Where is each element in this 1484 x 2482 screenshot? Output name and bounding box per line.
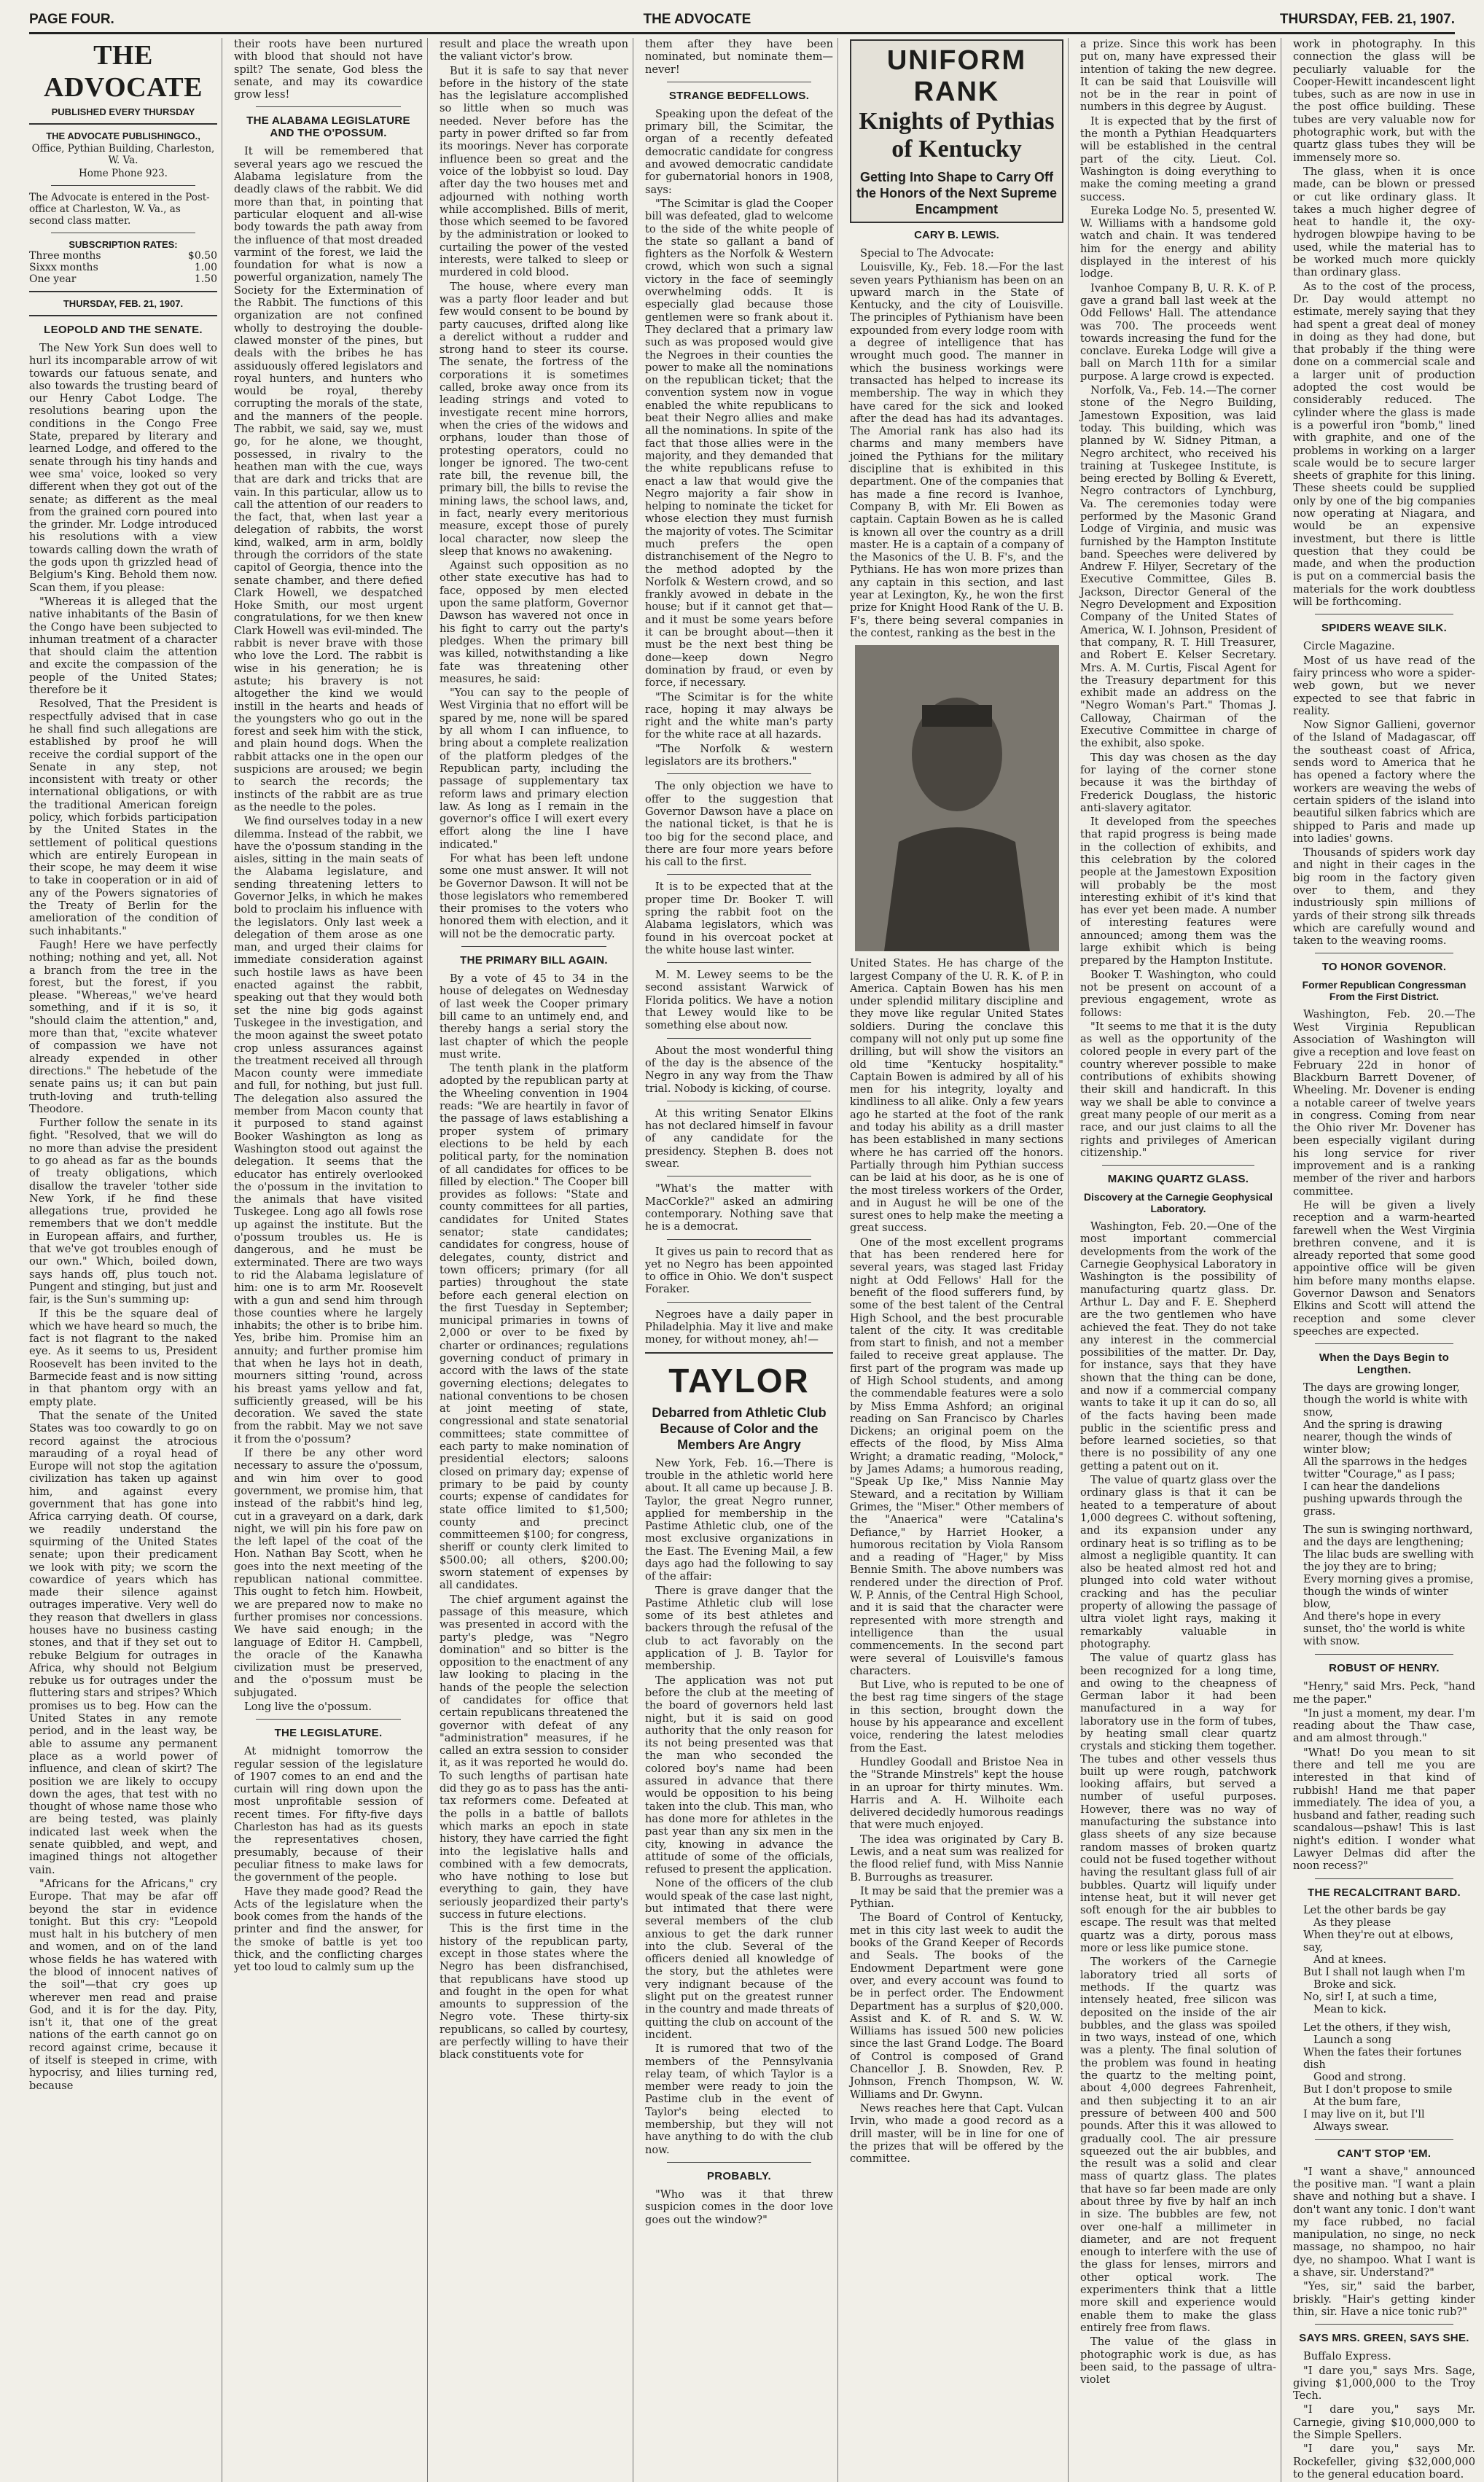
article-paragraph: He will be given a lively reception and a warm-hearted farewell when the West Virginia brethren convene, and it is already reported that some good appointive office will be given him before many months elapse. Governor Dawson and Senators Elkins and Scott will attend the reception and some clever speeches are expected. (1293, 1198, 1475, 1338)
article-paragraph: It may be said that the premier was a Pythian. (850, 1884, 1063, 1911)
article-paragraph: If there be any other word necessary to assure the o'possum, and win him over to good government, we promise him, that instead of the rabbit's hind leg, cut in a graveyard on a dark, dark night, we will pin his fore paw on the left lapel of the coat of the Hon. Nathan Bay Scott, when he goes into the next meeting of the republican national committee. This ought to fetch him. Howbeit, we are prepared now to make no further promises nor concessions. We have said enough; in the language of Editor H. Campbell, the oracle of the Kanawha civilization must be preserved, and the o'possum must be subjugated. (234, 1447, 423, 1699)
article-subheadline: Discovery at the Carnegie Geophysical Laboratory. (1083, 1191, 1273, 1215)
poem-line: Every morning gives a promise, though the winds of winter blow, (1303, 1574, 1474, 1611)
poem-line: Let the others, if they wish, (1303, 2021, 1451, 2034)
running-date: THURSDAY, FEB. 21, 1907. (1279, 12, 1455, 27)
poem-line: When they're out at elbows, say, (1303, 1929, 1454, 1954)
article-paragraph: Booker T. Washington, who could not be present on account of a previous engagement, wrote as follows: (1080, 968, 1276, 1019)
column-4 (645, 38, 838, 2482)
article-headline: THE RECALCITRANT BARD. (1308, 1886, 1461, 1899)
article-headline: CAN'T STOP 'EM. (1337, 2147, 1432, 2160)
poem-line: Always swear. (1313, 2120, 1389, 2133)
article-paragraph: work in photography. In this connection the glass will be peculiarly valuable for the Cooper-Hewitt incandescent light tubes, such as are now in use in the post office building. These tubes are very valuable now for photographic work, but with the quartz glass tubes they will be immensely more so. (1293, 38, 1475, 164)
article-paragraph: The New York Sun does well to hurl its incomparable arrow of wit towards our fatuous senate, and also towards the trusting beard of our Henry Cabot Lodge. The resolutions bearing upon the conditions in the Congo Free State, prepared by literary and learned Lodge, and offered to the senate through his tiny hands and wee sma' voice, looked so very different when they got out of the senate; as different as the meal from the grained corn poured into the grinder. Mr. Lodge introduced his resolutions with a view towards calling down the wrath of the gods upon th grizzled head of Belgium's King. Behold them now. Scan them, if you please: (29, 342, 217, 594)
uniform-rank-subheadline: Getting Into Shape to Carry Off the Honors of the Next Supreme Encampment (856, 170, 1058, 216)
article-paragraph: Washington, Feb. 20.—The West Virginia Republican Association of Washington will give a reception and love feast on February 22d in honor of Blackburn Barrett Dovener, of Wheeling. Mr. Dovener is ending a notable career of twelve years in congress. Coming from near the Ohio river Mr. Dovener has been especially vigilant during his long service for river improvement and is a ranking member of the river and harbors committee. (1293, 1008, 1475, 1198)
editorial-date: THURSDAY, FEB. 21, 1907. (63, 298, 184, 309)
article-headline: SPIDERS WEAVE SILK. (1321, 622, 1448, 635)
poem-line: Let the other bards be gay (1303, 1904, 1446, 1916)
article-paragraph: "Henry," said Mrs. Peck, "hand me the paper." (1293, 1680, 1475, 1706)
article-paragraph: "Africans for the Africans," cry Europe. That may be afar off beyond the star in evidence tonight. But this cry: "Leopold must halt in his butchery of men and women, and on of the land whose fields he has watered with the blood of innocent natives of the soil"—that cry goes up wherever men read and praise God, and it is for the day. Pity, isn't it, that one of the great nations of the earth cannot go on record against crime, because it of itself is steeped in crime, with hypocrisy, and lilies turning red, because (29, 1877, 217, 2092)
poem-line: All the sparrows in the hedges twitter "Courage," as I pass; (1303, 1456, 1467, 1481)
article-paragraph: The glass, when it is once made, can be blown or pressed or cut like ordinary glass. It takes a much higher degree of heat to handle it, the oxy-hydrogen blowpipe having to be used, while the material has to be worked much more quickly than ordinary glass. (1293, 165, 1475, 279)
article-paragraph: But it is safe to say that never before in the history of the state has the legislature accomplished so little when so much was needed. Never before has the party in power drifted so far from its moorings. Never has corporate influence been so great and the voice of the lobbyist so loud. Day after day the two houses met and adjourned with nothing worth while accomplished. Bills of merit, those which seemed to be favored by the administration or looked to curtailing the power of the vested interests, were talked to sleep or murdered in cold blood. (440, 64, 628, 279)
article-paragraph: It is expected that by the first of the month a Pythian Headquarters will be established in the central part of the city. Lieut. Col. Washington is doing everything to make the coming meeting a grand success. (1080, 114, 1276, 203)
column-5 (850, 38, 1069, 2482)
article-paragraph: a prize. Since this work has been put on, many have expressed their intention of taking the new degree. It can be said that Louisville will not be in the rear in point of numbers in this degree by August. (1080, 38, 1276, 114)
uniform-rank-headline: UNIFORM RANK (886, 45, 1027, 107)
rates-title: SUBSCRIPTION RATES: (69, 239, 178, 250)
article-paragraph: Louisville, Ky., Feb. 18.—For the last seven years Pythianism has been on an upward march in the State of Kentucky, and the city of Louisville. The principles of Pythianism have been expounded from every lodge room with a degree of intelligence that has wrought much good. The manner in which the business workings were transacted has helped to increase its membership. The way in which they have cared for the sick and looked after the dead has had its advantages. The Amorial rank has also had its charms and many members have joined the Pythians for the military discipline that is exhibited in this department. One of the companies that has made a fine record is Ivanhoe, Company B, with Mr. Eli Bowen as captain. Captain Bowen as he is called is known all over the country as a drill master. He is a captain of a company of the Masonics of the U. B. F's, and the Pythians. He has won more prizes than any captain in this section, and last year at Lexington, Ky., he won the first prize for Knight Hood Rank of the U. B. F's, there being several companies in the contest, ranking as the best in the (850, 261, 1063, 639)
column-3 (440, 38, 633, 2482)
postal-notice: The Advocate is entered in the Post-office at Charleston, W. Va., as second class matter. (29, 192, 210, 227)
article-paragraph: If this be the square deal of which we have heard so much, the fact is not flagrant to the naked eye. As it seems to us, President Roosevelt has been invited to the Barmecide feast and is now sitting in that phantom orgy with an empty plate. (29, 1307, 217, 1408)
poem-line: And at knees. (1313, 1954, 1387, 1966)
poem-line: Launch a song (1313, 2034, 1392, 2046)
article-paragraph: Hundley Goodall and Bristoe Nea in the "Strande Minstrels" kept the house in an uproar for thirty minutes. Wm. Harris and A. H. Wilhoite each delivered decidedly humorous readings that were much enjoyed. (850, 1755, 1063, 1832)
article-paragraph: At this writing Senator Elkins has not declared himself in favour of any candidate for the presidency. Stephen B. does not swear. (645, 1107, 833, 1171)
article-paragraph: Eureka Lodge No. 5, presented W. W. Williams with a handsome gold watch and chain. It was tendered him for the energy and ability displayed in the interest of his lodge. (1080, 204, 1276, 281)
article-paragraph: Norfolk, Va., Feb. 14.—The corner stone of the Negro Building, Jamestown Exposition, was laid today. This building, which was planned by W. Sidney Pitman, a Negro architect, who received his training at Tuskegee Institute, is being erected by Bolling & Everett, Negro contractors of Lynchburg, Va. The ceremonies today were performed by the Masonic Grand Lodge of Virginia, and music was furnished by the Hampton Institute band. Speeches were delivered by Andrew F. Hilyer, Secretary of the Executive Committee, Giles B. Jackson, Director General of the Negro Development and Exposition Company of the United States of America, W. I. Johnson, President of that company, R. T. Hill Treasurer, and Robert E. Kelser Secretary. Mrs. A. M. Curtis, Fiscal Agent for the Treasury department for this exhibit made an address on the "Negro Woman's Part." Thomas J. Calloway, Chairman of the Executive Committee in charge of the exhibit, also spoke. (1080, 384, 1276, 750)
poem (1293, 1905, 1475, 2134)
poem-line: I can hear the dandelions pushing upwards through the grass. (1303, 1481, 1463, 1518)
poem-line: The lilac buds are swelling with the joy they are to bring; (1303, 1549, 1474, 1574)
article-paragraph: Ivanhoe Company B, U. R. K. of P. gave a grand ball last week at the Odd Fellows' Hall. The attendance was 700. The proceeds went towards increasing the fund for the conclave. Eureka Lodge will give a ball on March 11th for a similar purpose. A large crowd is expected. (1080, 281, 1276, 383)
article-paragraph: Speaking upon the defeat of the primary bill, the Scimitar, the organ of a recently defeated democratic candidate for congress and avowed democratic candidate for gubernatorial honors in 1908, says: (645, 107, 833, 196)
article-paragraph: result and place the wreath upon the valiant victor's brow. (440, 38, 628, 63)
article-paragraph: The tenth plank in the platform adopted by the republican party at the Wheeling convention in 1904 reads: "We are heartily in favor of the passage of laws establishing a proper system of primary elections to be held by each political party, for the nomination of all candidates for offices to be filled by election." The Cooper bill provides as follows: "State and county committees for all parties, candidates for United States senator; state candidates; candidates for congress, house of delegates, county, district and town officers; primary (for all parties) throughout the state before each general election on the first Tuesday in September; municipal primaries in towns of 2,000 or over to be fixed by charter or ordinances; regulations governing conduct of primary in accord with the laws of the state governing elections; delegates to national conventions to be chosen at joint meeting of state, congressional and state senatorial committees; state committee of each party to make nomination of presidential electors; saloons closed on primary day; expense of primary to be paid by county courts; expense of candidates for state office limited to $1,500; county and precinct committeemen $100; for congress, sheriff or county clerk limited to $500.00; all others, $200.00; sworn statement of expenses by all candidates. (440, 1062, 628, 1592)
article-paragraph: The value of quartz glass has been recognized for a long time, and owing to the cheapness of German labor it had been manufactured in a way for laboratory use in the form of tubes, by heating small clear quartz crystals and sticking them together. The tubes and other vessels thus built up were rough, patchwork looking affairs, but served a number of useful purposes. However, there was no way of manufacturing the substance into glass sheets of any size because random masses of broken quartz could not be fused together without having the resultant glass full of air bubbles. Quartz will liquify under intense heat, but it will never get soft enough for the air bubbles to escape. The result was that melted quartz was a dirty, porous mass more or less like pumice stone. (1080, 1652, 1276, 1955)
article-paragraph: It is to be expected that at the proper time Dr. Booker T. will spring the rabbit foot on the Alabama legislators, which was found in his overcoat pocket at the white house last winter. (645, 881, 833, 956)
article-paragraph: Have they made good? Read the Acts of the legislature when the book comes from the hands of the printer and find the answer, for the smoke of battle is yet too thick, and the conflicting charges yet too loud to calmly sum up the (234, 1885, 423, 1974)
article-paragraph: For what has been left undone some one must answer. It will not be Governor Dawson. It will not be those legislators who remembered their promises to the voters who honored them with election, and it will not be the democratic party. (440, 852, 628, 940)
article-paragraph: Further follow the senate in its fight. "Resolved, that we will do no more than advise the president to go ahead as far as the bounds of treaty obligations, which disallow the traveler 'tother side New York, if he find these allegations true, provided he remembers that we don't meddle in European affairs, and further, that we've got troubles enough of our own." Which, boiled down, says hands off, plus touch not. Pungent and stinging, but just and fair, is the Sun's summing up: (29, 1117, 217, 1306)
article-subheadline: Former Republican Congressman From the First District. (1302, 979, 1467, 1003)
article-paragraph: It will be remembered that several years ago we rescued the Alabama legislature from the deadly claws of the rabbit. We did more than that, in pointing that particular eloquent and all-wise body towards the path away from the influence of that most dreaded varmint of the forest, we laid the foundation for what is now a powerful organization, namely The Society for the Extermination of the Rabbit. The functions of this organization are not confined wholly to destroying the double-clawed monster of the pines, but deals with the bribes he has assiduously offered legislators and royal hunters, and hunters who would be royal, thereby corrupting the morals of the state, and the manners of the people. The rabbit, we said, say we, must go, for he alone, we thought, possessed, in rivalry to the heathen man with the cue, ways that are dark and tricks that are vain. In this particular, allow us to call the attention of our readers to the fact, that, when last year a delegation of rabbits, the worst kind, walked, arm in arm, boldly through the corridors of the state capitol of Georgia, thence into the senate chamber, and there defied Clark Howell, we despatched Hoke Smith, our most urgent congratulations, for we then knew Clark Howell was evil-minded. The rabbit is never brave with those who love the Lord. The rabbit is wise in his generation; he is astute; his bravery is not altogether the kind we would instill in the hearts and heads of the youngsters who go out in the forest and seek him with the stick, and plain hound dogs. When the rabbit attacks one in the open our suspicions are aroused; we begin to search the records; the instincts of the rabbit are as true as the needle to the poles. (234, 145, 423, 813)
article-paragraph: M. M. Lewey seems to be the second assistant Warwick of Florida politics. We have a notion that Lewey would like to be something else about now. (645, 969, 833, 1032)
article-paragraph: "I dare you," says Mr. Rockefeller, giving $32,000,000 to the general education board. (1293, 2443, 1475, 2481)
article-paragraph: "Yes, sir," said the barber, briskly. "Hair's getting kinder thin, sir. Have a nice tonic rub?" (1293, 2280, 1475, 2318)
article-paragraph: The house, where every man was a party floor leader and but few would consent to be bound by party caucuses, drifted along like a derelict without a rudder and strong hand to steer its course. The senate, the fortress of the corporations it is sometimes called, broke away once from its leading strings and voted to investigate recent mine horrors, when the cries of the widows and orphans, louder than those of protesting operators, could no longer be ignored. The two-cent rate bill, the revenue bill, the primary bill, the bills to revise the mining laws, the school laws, and, in fact, nearly every meritorious measure, except those of purely local character, now sleep the sleep that knows no awakening. (440, 280, 628, 558)
poem-line: But I don't propose to smile (1303, 2083, 1453, 2096)
article-headline: MAKING QUARTZ GLASS. (1107, 1173, 1249, 1186)
poem-line: I may live on it, but I'll (1303, 2108, 1425, 2120)
article-headline: LEOPOLD AND THE SENATE. (44, 324, 203, 336)
article-paragraph: There is grave danger that the Pastime Athletic club will lose some of its best athletes and backers through the refusal of the club to act favorably on the application of J. B. Taylor for membership. (645, 1584, 833, 1673)
article-paragraph: Washington, Feb. 20.—One of the most important commercial developments from the work of the Carnegie Geophysical Laboratory in Washington is the possibility of manufacturing quartz glass. Dr. Arthur L. Day and F. E. Shepherd are the two gentlemen who have achieved the feat. They do not take any interest in the commercial possibilities of the matter. Dr. Day, for instance, says that they have shown that the thing can be done, and now if a commercial company wants to take it up it can do so, all of the facts having been made public in the scientific press and before learned societies, so that there is no possibility of any one getting a patent out on it. (1080, 1220, 1276, 1472)
article-paragraph: None of the officers of the club would speak of the case last night, but intimated that there were several members of the club anxious to get the dark runner into the club. Several of the officers denied all knowledge of the story, but the athletes were very indignant because of the slight put on the greatest runner in the country and made threats of quitting the club on account of the incident. (645, 1877, 833, 2041)
article-paragraph: The value of the glass in photographic work is due, as has been said, to the passage of ultra-violet (1080, 2335, 1276, 2387)
office-phone: Home Phone 923. (79, 168, 168, 179)
column-1 (29, 38, 222, 2482)
poem-line: Good and strong. (1313, 2071, 1406, 2083)
article-paragraph: It gives us pain to record that as yet no Negro has been appointed to office in Ohio. We don't suspect Foraker. (645, 1245, 833, 1296)
portrait-photo (855, 645, 1059, 951)
article-paragraph: their roots have been nurtured with blood that should not have spilt? The senate, God bless the senate, and may its cowardice grow less! (234, 38, 423, 101)
article-paragraph: Thousands of spiders work day and night in their cages in the big room in the factory given over to them, and they industriously spin millions of yards of their strong silk threads which are carefully wound and taken to the weaving rooms. (1293, 846, 1475, 948)
article-paragraph: "The Scimitar is for the white race, hoping it may always be right and the white man's party for the white race at all hazards. (645, 690, 833, 741)
article-paragraph: We find ourselves today in a new dilemma. Instead of the rabbit, we have the o'possum standing in the aisles, sitting in the main seats of the Alabama legislature, and sending threatening letters to Governor Jelks, in which he makes bold to proclaim his influence with the legislators. Only last week a delegation of them arose as one man, and urged their claims for immediate consideration against such hostile laws as have been enacted against the rabbit, speaking out that they would both set the nine big gods against Tuskegee in the investigation, and the moon against the sweet potato crop unless assurances against the treatment received all through Macon county were immediate and full, for nothing, but just full. The delegation also assured the member from Macon county that it purposed to stand against Booker Washington as long as Washington stood out against the delegation. It seems that the educator has entirely overlooked the o'possum in the invitation to the animals that have visited Tuskegee. Long ago all fowls rose up against the institute. But the o'possum troubles us. He is dangerous, and he must be exterminated. There are two ways to rid the Alabama legislature of him: one is to arm Mr. Roosevelt with a gun and send him through those counties where he largely inhabits; the other is to bribe him. Yes, bribe him. Promise him an annuity; and further promise him that when he lays hot in death, mourners sitting 'round, across his breast yams yellow and fat, sufficiently greased, will be his decoration. We saved the state from the rabbit. May we not save it from the o'possum? (234, 815, 423, 1445)
article-paragraph: Resolved, That the President is respectfully advised that in case he shall find such allegations are established by proof he will receive the cordial support of the Senate in any step, not inconsistent with treaty or other international obligations, or with the traditional American foreign policy, which forbids participation by the United States in the settlement of political questions which are entirely European in their scope, he may deem it wise to take in cooperation or in aid of any of the Powers signatories of the Treaty of Berlin for the amelioration of the condition of such inhabitants." (29, 698, 217, 937)
article-headline: THE LEGISLATURE. (274, 1727, 383, 1740)
article-paragraph: "The Scimitar is glad the Cooper bill was defeated, glad to welcome to the side of the white people of the state so gallant a band of fighters as the Norfolk & Western crowd, which won such a signal victory in the face of seemingly overwhelming odds. It is especially glad because those gentlemen were so frank about it. They declared that a primary law such as was proposed would give the Negroes in their counties the power to make all the nominations on the republican ticket; that the convention system now in vogue enabled the white republicans to beat their Negro allies and make all the nominations. In spite of the fact that those allies were in the majority, and they demanded that the white republicans refuse to enact a law that would give the Negro majority a fair show in helping to nominate the ticket for whose election they must furnish the majority of votes. The Scimitar much prefers the open distranchisement of the Negro to the method adopted by the Norfolk & Western crowd, and so frankly avowed in debate in the house; but if it cannot get that—and it must be some years before it can be brought about—then it must be the next best thing be done—keep down Negro domination by fraud, or even by force, if necessary. (645, 197, 833, 690)
rate-row: Three months $0.50 (29, 250, 217, 262)
article-paragraph: "It seems to me that it is the duty as well as the opportunity of the colored people in every part of the country wherever possible to make contributions of exhibits showing their skill and handicraft. In this way we shall be able to convince a great many people of our merit as a race, and our just claims to all the rights and privileges of American citizenship." (1080, 1020, 1276, 1159)
article-paragraph: It developed from the speeches that rapid progress is being made in the collection of exhibits, and this celebration by the colored people at the Jamestown Exposition will probably be the most interesting exhibit of it's kind that has ever yet been made. A number of interesting features were announced; among them was the large exhibit which is being prepared by the Hampton Institute. (1080, 816, 1276, 967)
article-headline: When the Days Begin to Lengthen. (1319, 1351, 1450, 1377)
article-paragraph: News reaches here that Capt. Vulcan Irvin, who made a good record as a drill master, will be in line for one of the prizes that will be offered by the committee. (850, 2101, 1063, 2166)
article-paragraph: them after they have been nominated, but nominate them—never! (645, 38, 833, 76)
article-paragraph: That the senate of the United States was too cowardly to go on record against the atrocious marauding of a royal head of Europe will not stop the agitation civilization has taken up against him, and against every government that has gone into Africa carrying death. Of course, we readily understand the squirming of the United States senate; upon their predicament we look with pity; we scorn the cowardice of years which has made their silence against outrages imperative. Very well do they reason that dwellers in glass houses have no business casting stones, and that if they set out to rebuke Belgium for outrages in Africa, why should not Belgium rebuke us for outrages under the fluttering stars and stripes? Which promises us to beg. How can the United States in any remote period, and in the least way, be able to assume any permanent place as a world power of influence, and clean of skirt? The position we are likely to occupy down the ages, that test with no thought of whose name those who are being tested, was plainly indicated last week when the senate quibbled, and wept, and imagined things not altogether vain. (29, 1409, 217, 1876)
article-paragraph: Now Signor Gallieni, governor of the Island of Madagascar, off the southeast coast of Africa, sends word to America that he has opened a factory where the workers are weaving the webs of certain spiders of the island into beautiful silken fabrics which are shipped to Paris and made up into ladies' gowns. (1293, 719, 1475, 845)
knights-headline: Knights of Pythias of Kentucky (859, 108, 1055, 163)
article-paragraph: Most of us have read of the fairy princess who wore a spider-web gown, but we never expected to see that fabric in reality. (1293, 654, 1475, 717)
article-paragraph: Faugh! Here we have perfectly nothing; nothing and yet, all. Not a branch from the tree in the forest, but the forest, if you please. "Whereas," we've heard something, and if it is so, it "should claim the attention," and, more than that, "excite whatever of compassion we have not already expended in other directions." The hebetude of the senate pains us; it can but pain truth-loving and truth-telling Theodore. (29, 938, 217, 1115)
article-paragraph: "In just a moment, my dear. I'm reading about the Thaw case, and am almost through." (1293, 1706, 1475, 1745)
article-paragraph: Long live the o'possum. (244, 1701, 372, 1713)
poem-line: At the bum fare, (1313, 2096, 1402, 2108)
poem-line: Broke and sick. (1313, 1978, 1397, 1991)
article-headline: PROBABLY. (707, 2169, 771, 2182)
publisher-name: THE ADVOCATE PUBLISHINGCO., (46, 130, 200, 141)
article-paragraph: But Live, who is reputed to be one of the best rag time singers of the stage in this section, brought down the house by his appearance and excellent voice, rendering the latest melodies from the East. (850, 1679, 1063, 1755)
poem-line: Mean to kick. (1313, 2003, 1387, 2015)
rates-table (29, 250, 217, 285)
page-number: PAGE FOUR. (29, 12, 114, 27)
article-paragraph: "I dare you," says Mr. Carnegie, giving $10,000,000 to the Simple Spellers. (1293, 2403, 1475, 2441)
article-headline: THE PRIMARY BILL AGAIN. (460, 954, 608, 967)
article-byline: CARY B. LEWIS. (914, 229, 999, 241)
article-paragraph: Against such opposition as no other state executive has had to face, opposed by men elected upon the same platform, Governor Dawson has wavered not once in his fight to carry out the party's pledges. When the primary bill was killed, notwithstanding a like fate was threatening other measures, he said: (440, 559, 628, 685)
taylor-headline-block (645, 1361, 833, 1453)
article-paragraph: One of the most excellent programs that has been rendered here for several years, was staged last Friday night at Odd Fellows' Hall for the benefit of the flood sufferers fund, by some of the best talent of the Central High School, and the best procurable talent of the city. It was creditable from start to finish, and not a member failed to receive great applause. The first part of the program was made up of High School students, and among the commendable features were a solo by Miss Emma Ashford; an original reading on San Francisco by Charles Dickens; an original poem on the effects of the flood, by Miss Alma Wright; a dramatic reading, "Molock," by James Adams; a humorous reading, "Speak Up Ike," Miss Nannie May Steward, and a recitation by William Grimes, the "Miser." Other members of the "Anaerica" were "Catalina's Defiance," by Harriet Hooker, a humorous recitation by Viola Ransom and a reading of "Hager," by Miss Bennie Smith. The above numbers was rendered under the direction of Prof. W. P. Annis, of the Central High School, and it is said that the character were represented with more strength and intelligence than the usual commencements. In the second part were several of Louisville's famous characters. (850, 1236, 1063, 1677)
article-paragraph: By a vote of 45 to 34 in the house of delegates on Wednesday of last week the Cooper primary bill came to an untimely end, and thereby hangs a serial story the last chapter of which the people must write. (440, 972, 628, 1061)
column-7 (1293, 38, 1480, 2482)
running-title: THE ADVOCATE (643, 12, 751, 27)
column-6 (1080, 38, 1281, 2482)
article-headline: SAYS MRS. GREEN, SAYS SHE. (1299, 2332, 1469, 2345)
uniform-rank-headline-block (850, 39, 1063, 223)
article-paragraph: The workers of the Carnegie laboratory tried all sorts of methods. If the quartz was intensely heated, free silicon was deposited on the inside of the air bubbles, and the glass was spoiled in two ways, instead of one, which was a plenty. The final solution of the problem was found in heating the quartz to the melting point, about 4,000 degrees Fahrenheit, and then subjecting it to an air pressure of between 400 and 500 pounds. After this it was allowed to gradually cool. The air pressure squeezed out the air bubbles, and the result was a solid and clear mass of quartz glass. The plates that have so far been made are only about three by five by half an inch in size. The bubbles are few, not over one-half a millimeter in diameter, and are not frequent enough to interfere with the use of the glass for lenses, mirrors and other optical work. The experimenters think that a little more skill and experience would enable them to make the glass entirely free from flaws. (1080, 1956, 1276, 2334)
article-paragraph: The idea was originated by Cary B. Lewis, and a neat sum was realized for the flood relief fund, with Miss Nannie B. Burroughs as treasurer. (850, 1833, 1063, 1884)
article-paragraph: "Whereas it is alleged that the native inhabitants of the Basin of the Congo have been subjected to inhuman treatment of a character that should claim the attention and excite the compassion of the people of the United States; therefore be it (29, 595, 217, 697)
article-paragraph: "Who was it that threw suspicion comes in the door love goes out the window?" (645, 2188, 833, 2226)
poem-line: And there's hope in every sunset, tho' the world is white with snow. (1303, 1611, 1466, 1648)
article-paragraph: Special to The Advocate: (860, 247, 994, 259)
article-paragraph: "What's the matter with MacCorkle?" asked an admiring contemporary. Nothing save that he is a democrat. (645, 1182, 833, 1233)
article-paragraph: United States. He has charge of the largest Company of the U. R. K. of P. in America. Captain Bowen has his men under splendid military discipline and they move like regular United States soldiers. During the conclave this company will not only put up some fine drilling, but will show the visitors an old time "Kentucky hospitality." Captain Bowen is admired by all of his men for his integrity, loyalty and kindliness to all alike. Only a few years ago he started at the foot of the rank and today his ability as a drill master has been established in many sections where he has carried off the honors. Partially through him Pythian success can be laid at his door, as he is one of the most tireless workers of the Order, and in August he will be one of the surest ones to help make the meeting a great success. (850, 957, 1063, 1235)
poem-line: And the spring is drawing nearer, though the winds of winter blow; (1303, 1419, 1452, 1456)
article-paragraph: The application was not put before the club at the meeting of the board of governors held last night, but it is said on good authority that the only reason for its not being presented was that the man who seconded the colored boy's name had been assured in advance that there would be opposition to his being taken into the club. This man, who has done more for athletes in the past year than any six men in the city, knowing in advance the attitude of some of the officials, refused to present the application. (645, 1674, 833, 1876)
article-paragraph: "I dare you," says Mrs. Sage, giving $1,000,000 to the Troy Tech. (1293, 2364, 1475, 2403)
article-headline: TO HONOR GOVENOR. (1321, 961, 1447, 974)
article-paragraph: It is rumored that two of the members of the Pennsylvania relay team, of which Taylor is a member were ready to join the Pastime club in the event of Taylor's being elected to membership, but they will not have anything to do with the club now. (645, 2042, 833, 2156)
article-paragraph: This is the first time in the history of the republican party, except in those states where the Negro has been disfranchised, that republicans have stood up and fought in the open for what amounts to suppression of the Negro vote. These thirty-six republicans, so called by courtesy, are perfectly willing to have their black constituents vote for (440, 1922, 628, 2061)
article-paragraph: "You can say to the people of West Virginia that no effort will be spared by me, none will be spared by all whom I can influence, to bring about a complete realization of the platform pledges of the Republican party, including the passage of supplementary tax reform laws and primary election law. As long as I remain in the governor's office I will exert every effort along the line I have indicated." (440, 687, 628, 851)
article-headline: STRANGE BEDFELLOWS. (668, 89, 810, 102)
rate-row: Sixxx months 1.00 (29, 262, 217, 273)
article-paragraph: About the most wonderful thing of the day is the absence of the Negro in any way from the Thaw trial. Nobody is kicking, of course. (645, 1044, 833, 1095)
article-paragraph: Buffalo Express. (1303, 2350, 1391, 2363)
article-paragraph: "The Norfolk & western legislators are its brothers." (645, 742, 833, 768)
office-address: Office, Pythian Building, Charleston, W. Va. (31, 143, 215, 166)
masthead-tagline: PUBLISHED EVERY THURSDAY (51, 106, 195, 117)
article-headline: THE ALABAMA LEGISLATURE AND THE O'POSSUM. (246, 114, 410, 140)
article-paragraph: "What! Do you mean to sit there and tell me you are interested in that kind of rubbish! Hand me that paper immediately. The idea of you, a husband and father, reading such scandalous—pshaw! This is last night's edition. I wonder what Lawyer Delmas did after the noon recess?" (1293, 1746, 1475, 1873)
article-paragraph: As to the cost of the process, Dr. Day would attempt no estimate, merely saying that they had spent a great deal of money in doing as they had done, but that probably if the thing were done on a commercial scale and a larger unit of production adopted the cost would be considerably reduced. The cylinder where the glass is made is a powerful iron "bomb," lined with graphite, and one of the problems in working on a larger scale would be to secure larger sheets of graphite for this lining. These sheets could be supplied only by one of the big companies now operating at Niagara, and would be an expensive investment, but there is little question that they could be made, and when the production is put on a commercial basis the materials for the work doubtless will be forthcoming. (1293, 280, 1475, 609)
article-paragraph: The chief argument against the passage of this measure, which was presented in accord with the party's pledge, was "Negro domination" and so bitter is the opposition to the enactment of any law looking to placing in the hands of the people the selection of candidates for office that certain republicans threatened the governor with defeat of any "administration" measures, if he called an extra session to consider it, as it was reported he would do. To such lengths of partisan hate did they go as to pass has the anti-tax reformers come. Defeated at the polls in a battle of ballots which marks an epoch in state history, they have carried the fight into the legislative halls and combined with a few democrats, who have nothing to lose but everything to gain, they have seriously jeopardized their party's success in future elections. (440, 1593, 628, 1921)
column-2 (234, 38, 428, 2482)
rate-row: One year 1.50 (29, 273, 217, 285)
article-paragraph: New York, Feb. 16.—There is trouble in the athletic world here about. It all came up because J. B. Taylor, the great Negro runner, applied for membership in the Pastime Athletic club, one of the most exclusive organizations in the East. The Evening Mail, a few days ago had the following to say of the affair: (645, 1456, 833, 1583)
masthead-title: THE ADVOCATE (44, 40, 203, 103)
poem-line: But I shall not laugh when I'm (1303, 1966, 1466, 1978)
article-paragraph: The value of quartz glass over the ordinary glass is that it can be heated to a temperature of about 1,000 degrees C. without softening, and its expansion under any ordinary heat is so trifling as to be almost a negligible quantity. It can also be heated almost red hot and plunged into cold water without cracking and has the peculiar property of allowing the passage of ultra violet light rays, making it remarkably valuable in photography. (1080, 1474, 1276, 1650)
taylor-subheadline: Debarred from Athletic Club Because of Color and the Members Are Angry (652, 1405, 827, 1452)
article-paragraph: At midnight tomorrow the regular session of the legislature of 1907 comes to an end and the curtain will ring down upon the most unprofitable session of recent times. For fifty-five days Charleston has had as its guests the representatives chosen, presumably, because of their peculiar fitness to make laws for the government of the people. (234, 1745, 423, 1884)
taylor-headline: TAYLOR (668, 1361, 810, 1400)
poem-line: The sun is swinging northward, and the days are lengthening; (1303, 1524, 1473, 1549)
poem-line: As they please (1313, 1916, 1391, 1929)
article-paragraph: Circle Magazine. (1303, 640, 1395, 653)
running-head (29, 7, 1455, 34)
article-paragraph: Negroes have a daily paper in Philadelphia. May it live and make money, for without money, ah!— (645, 1308, 833, 1346)
columns (29, 38, 1475, 2481)
poem-line: The days are growing longer, though the world is white with snow, (1303, 1382, 1468, 1419)
poem-line: No, sir! I, at such a time, (1303, 1991, 1437, 2003)
article-paragraph: The only objection we have to offer to the suggestion that Governor Dawson have a place on the national ticket, is that he is too big for the second place, and there are four more years before his call to the first. (645, 780, 833, 869)
article-headline: ROBUST OF HENRY. (1329, 1662, 1440, 1675)
poem-line: When the fates their fortunes dish (1303, 2046, 1462, 2071)
article-paragraph: This day was chosen as the day for laying of the corner stone because it was the birthday of Frederick Douglass, the historic anti-slavery agitator. (1080, 751, 1276, 814)
article-paragraph: "I want a shave," announced the positive man. "I want a plain shave and nothing but a shave. I don't want any tonic. I don't want my face rubbed, no facial manipulation, no singe, no neck massage, no shampoo, no hair dye, no shampoo. What I want is a shave, sir. Understand?" (1293, 2165, 1475, 2279)
article-paragraph: The Board of Control of Kentucky, met in this city last week to audit the books of the Grand Keeper of Records and Seals. The books of the Endowment Department were gone over, and every account was found to be in perfect order. The Endowment Department has a surplus of $20,000. Assist and K. of R. and S. W. W. Williams has issued 500 new policies since the last Grand Lodge. The Board of Control is composed of Grand Chancellor J. B. Snowden, Rev. P. Johnson, French Thompson, W. W. Williams and Dr. Gwynn. (850, 1911, 1063, 2101)
poem (1293, 1382, 1475, 1648)
